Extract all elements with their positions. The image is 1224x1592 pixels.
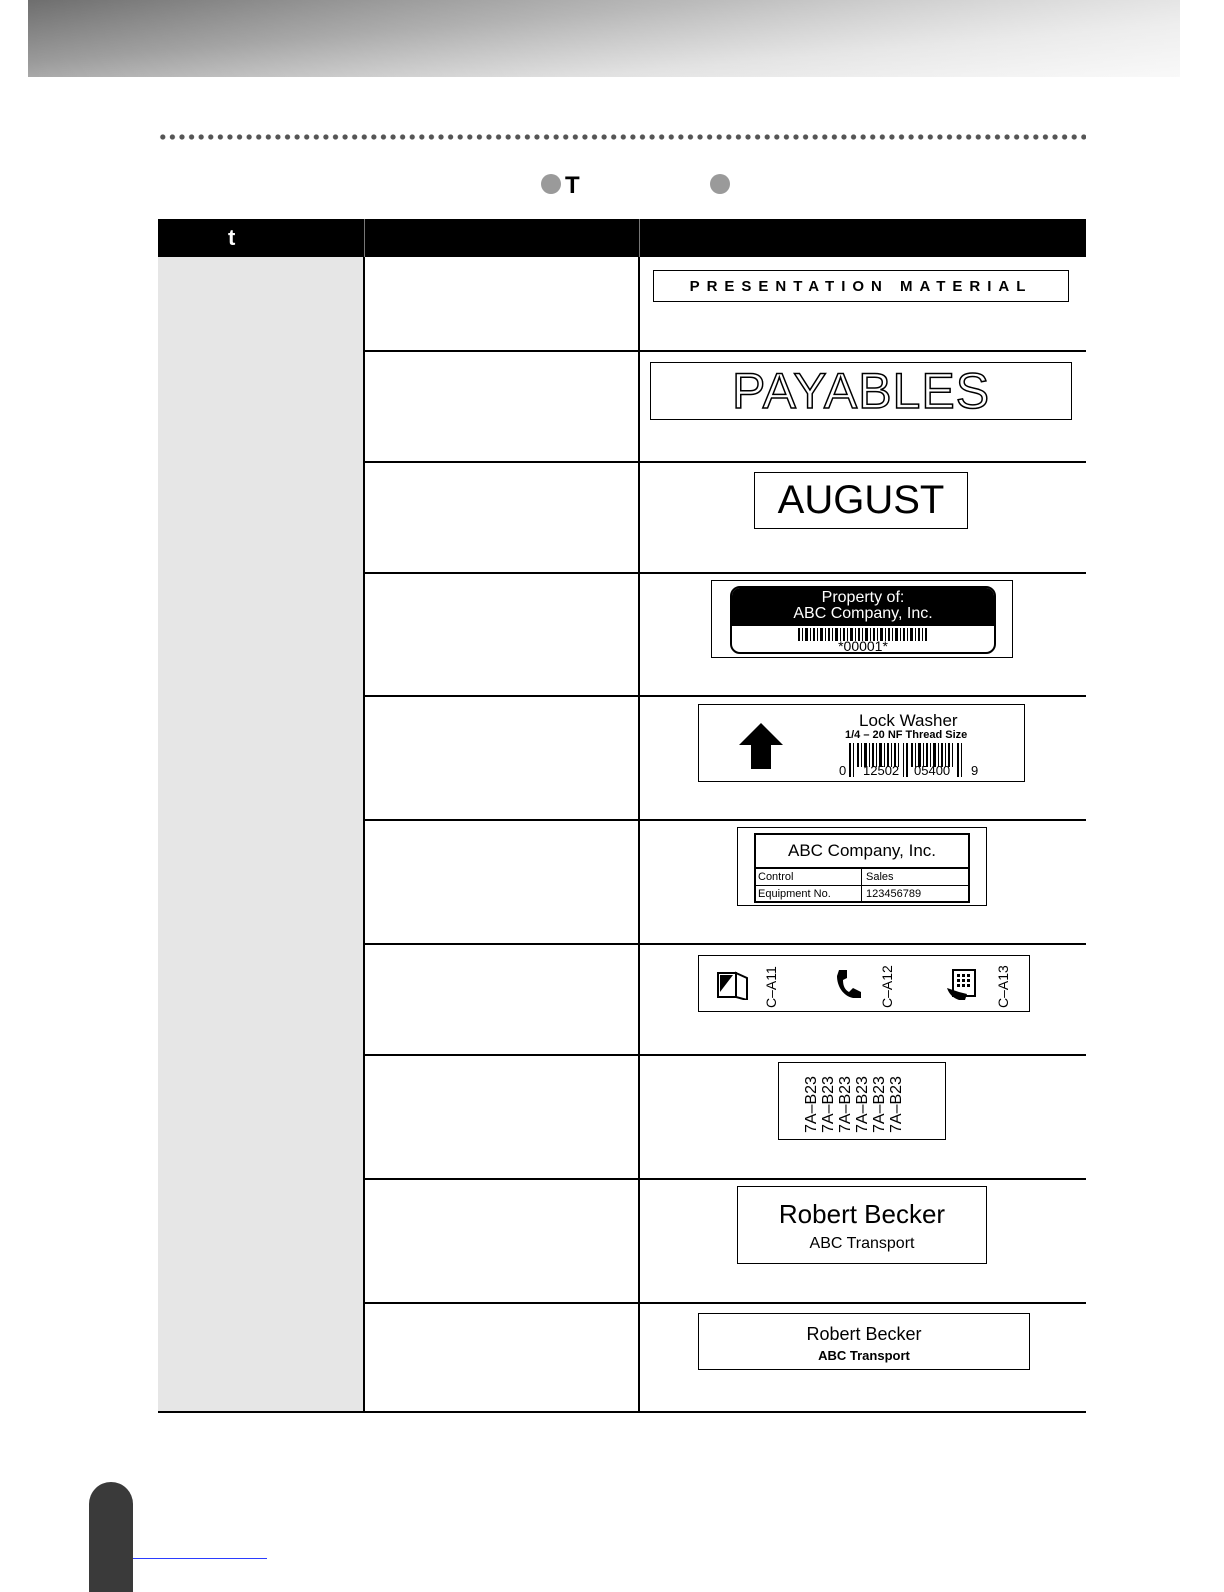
phone-icon	[835, 968, 865, 1000]
label-sample-vertical	[653, 270, 1069, 302]
table-row	[756, 886, 968, 903]
label-text: PRESENTATION MATERIAL	[689, 277, 1033, 295]
control-value: Sales	[866, 871, 894, 883]
name-text: Robert Becker	[806, 1324, 922, 1344]
grid-code: 7A–B23	[854, 1076, 871, 1133]
page-tab-marker	[89, 1482, 133, 1592]
table-column-divider	[861, 867, 862, 903]
table-row	[756, 869, 968, 886]
arrow-up-icon	[739, 723, 783, 769]
barcode-digit-left: 0	[839, 763, 847, 778]
property-line-1: Property of:	[821, 589, 905, 606]
company-text: ABC Transport	[818, 1348, 910, 1363]
code-label-1: C–A11	[763, 966, 779, 1008]
header-divider	[639, 219, 640, 257]
page-banner	[28, 0, 1180, 77]
label-text: PAYABLES	[731, 363, 991, 419]
footer-link-underline[interactable]	[133, 1558, 267, 1559]
table-header	[158, 219, 1086, 257]
table-bottom-line	[158, 1411, 1086, 1413]
grid-code: 7A–B23	[803, 1076, 820, 1133]
dotted-divider	[158, 133, 1086, 141]
bullet-dot-icon	[710, 174, 730, 194]
section-heading	[0, 172, 1224, 202]
property-line-2: ABC Company, Inc.	[793, 605, 933, 622]
company-text: ABC Transport	[809, 1235, 915, 1252]
column-divider	[363, 257, 365, 1412]
label-sample-august	[754, 472, 968, 529]
bullet-dot-icon	[541, 174, 561, 194]
label-sample-name-large	[737, 1186, 987, 1264]
row-divider	[364, 350, 1086, 352]
control-table	[754, 833, 970, 903]
grid-code: 7A–B23	[871, 1076, 888, 1133]
row-divider	[364, 943, 1086, 945]
washer-subtitle: 1/4 – 20 NF Thread Size	[845, 729, 968, 741]
barcode-digits-1: 12502	[863, 763, 900, 778]
fax-machine-icon	[945, 968, 979, 1002]
column-header-1: t	[228, 225, 236, 250]
row-divider	[364, 1178, 1086, 1180]
grid-code: 7A–B23	[888, 1076, 905, 1133]
label-sample-property	[711, 580, 1013, 658]
equipment-value: 123456789	[866, 888, 922, 900]
code-label-2: C–A12	[879, 965, 895, 1008]
row-divider	[364, 572, 1086, 574]
property-band	[732, 588, 994, 626]
row-divider	[364, 695, 1086, 697]
label-sample-outline	[650, 362, 1072, 420]
equipment-label: Equipment No.	[758, 888, 831, 900]
row-divider	[364, 1054, 1086, 1056]
heading-char: T	[565, 172, 580, 199]
row-divider	[364, 819, 1086, 821]
row-divider	[364, 461, 1086, 463]
label-sample-control	[737, 827, 987, 906]
category-column	[158, 257, 364, 1412]
label-sample-grid	[778, 1062, 946, 1140]
barcode-digit-right: 9	[971, 763, 979, 778]
control-label: Control	[758, 871, 794, 883]
code-label-3: C–A13	[995, 965, 1011, 1008]
washer-title: Lock Washer	[859, 711, 958, 730]
label-sample-icons	[698, 955, 1030, 1012]
barcode-digits-2: 05400	[914, 763, 951, 778]
label-sample-washer	[698, 704, 1025, 782]
property-frame	[730, 586, 996, 654]
column-divider	[638, 257, 640, 1412]
grid-code: 7A–B23	[837, 1076, 854, 1133]
grid-code: 7A–B23	[820, 1076, 837, 1133]
control-title: ABC Company, Inc.	[756, 835, 968, 869]
barcode-text: *00001*	[838, 638, 888, 654]
name-text: Robert Becker	[778, 1199, 946, 1229]
door-icon	[717, 970, 749, 1000]
header-divider	[364, 219, 365, 257]
label-text: AUGUST	[777, 478, 945, 522]
label-sample-name-small	[698, 1313, 1030, 1370]
row-divider	[364, 1302, 1086, 1304]
